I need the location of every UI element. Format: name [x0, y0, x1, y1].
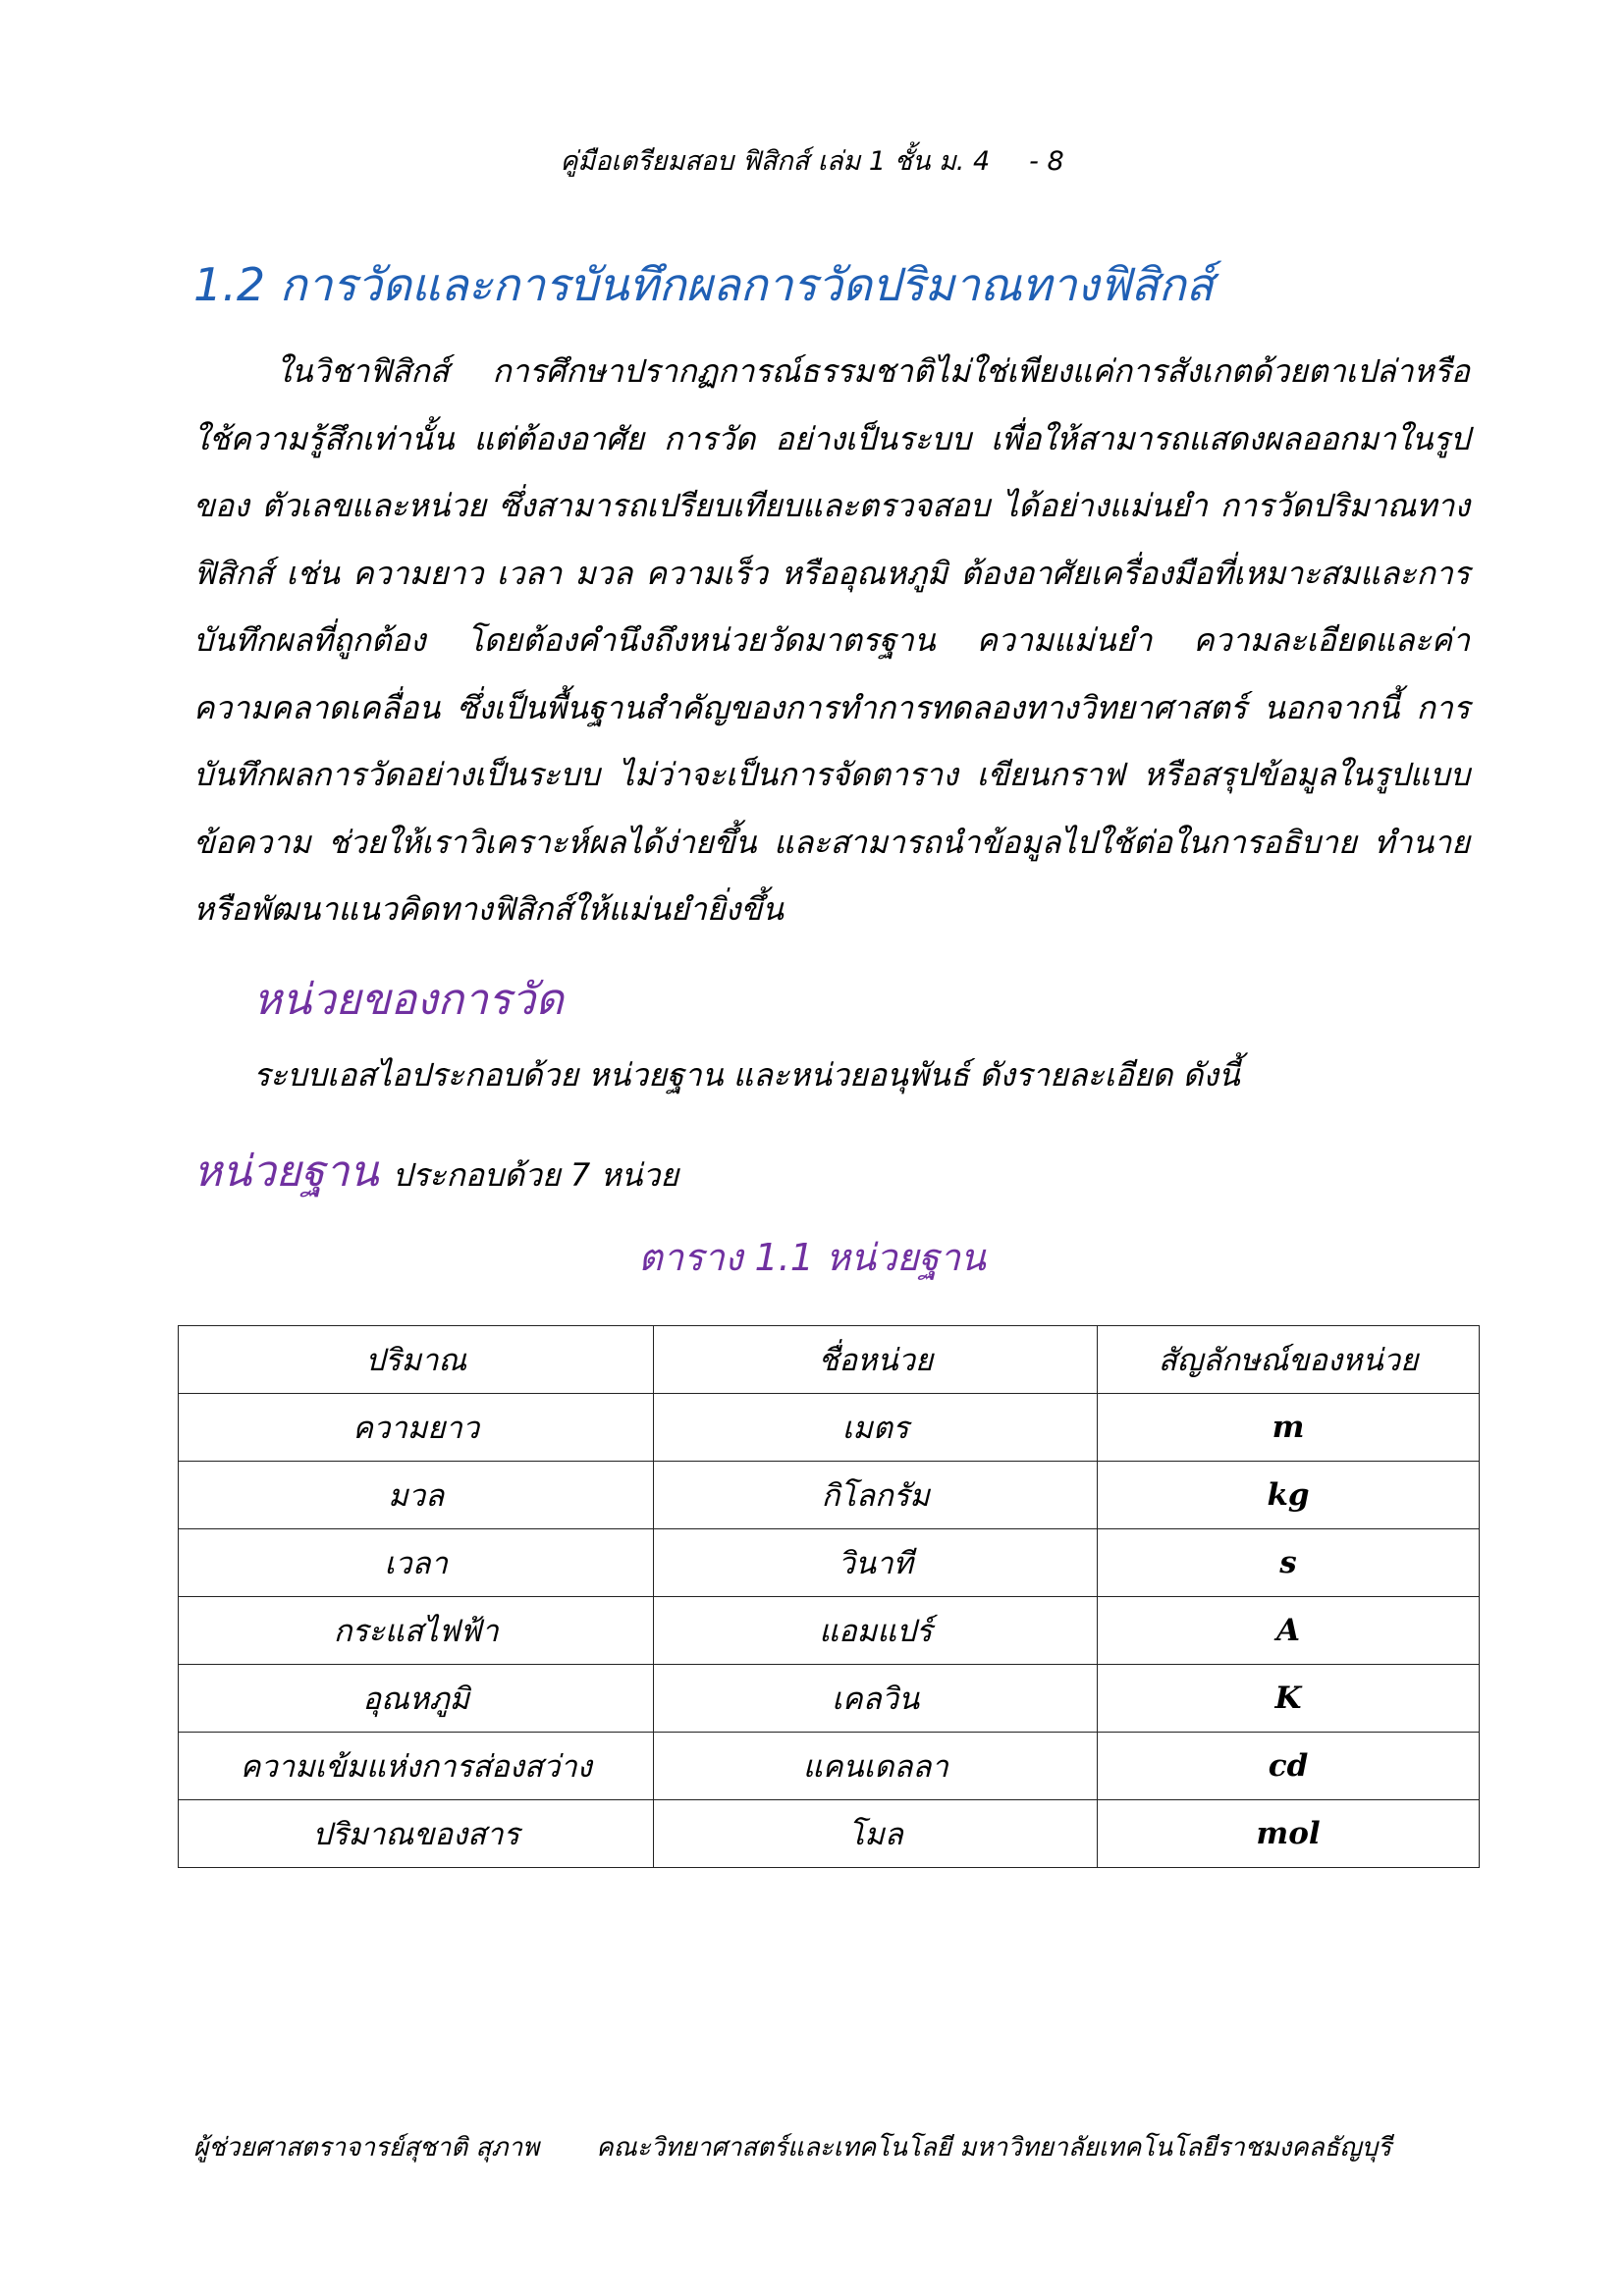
cell-unit-name: เคลวิน: [654, 1665, 1098, 1733]
units-intro: ระบบเอสไอประกอบด้วย หน่วยฐาน และหน่วยอนุพันธ์ ดังรายละเอียด ดังนี้: [253, 1056, 1240, 1094]
table-row: [179, 1733, 1480, 1800]
page-header: [0, 139, 1624, 182]
cell-unit-symbol: A: [1098, 1597, 1480, 1665]
cell-unit-name: แอมแปร์: [654, 1597, 1098, 1665]
table-row: [179, 1665, 1480, 1733]
cell-quantity: อุณหภูมิ: [179, 1665, 654, 1733]
section-title: 1.2 การวัดและการบันทึกผลการวัดปริมาณทางฟิสิกส์: [193, 258, 1214, 311]
header-unit-symbol: สัญลักษณ์ของหน่วย: [1098, 1326, 1480, 1394]
footer-affiliation: คณะวิทยาศาสตร์และเทคโนโลยี มหาวิทยาลัยเทคโนโลยีราชมงคลธัญบุรี: [596, 2133, 1392, 2163]
table-row: [179, 1462, 1480, 1529]
header-quantity: ปริมาณ: [179, 1326, 654, 1394]
cell-unit-symbol: mol: [1098, 1800, 1480, 1868]
cell-unit-name: แคนเดลลา: [654, 1733, 1098, 1800]
cell-quantity: เวลา: [179, 1529, 654, 1597]
cell-quantity: ปริมาณของสาร: [179, 1800, 654, 1868]
base-units-heading: [193, 1137, 678, 1205]
page-footer: [193, 2127, 1391, 2167]
cell-unit-symbol: s: [1098, 1529, 1480, 1597]
book-title: คู่มือเตรียมสอบ ฟิสิกส์ เล่ม 1 ชั้น ม. 4: [560, 146, 991, 177]
table-header-row: [179, 1326, 1480, 1394]
cell-quantity: ความยาว: [179, 1394, 654, 1462]
base-units-title: หน่วยฐาน: [193, 1147, 379, 1197]
table-row: [179, 1529, 1480, 1597]
table-row: [179, 1597, 1480, 1665]
units-section-title: หน่วยของการวัด: [253, 975, 564, 1025]
cell-unit-symbol: cd: [1098, 1733, 1480, 1800]
table-row: [179, 1394, 1480, 1462]
cell-unit-name: โมล: [654, 1800, 1098, 1868]
header-unit-name: ชื่อหน่วย: [654, 1326, 1098, 1394]
base-units-desc: ประกอบด้วย 7 หน่วย: [392, 1156, 679, 1194]
cell-quantity: ความเข้มแห่งการส่องสว่าง: [179, 1733, 654, 1800]
base-units-table: [178, 1325, 1480, 1868]
cell-unit-name: เมตร: [654, 1394, 1098, 1462]
cell-unit-symbol: K: [1098, 1665, 1480, 1733]
cell-unit-name: วินาที: [654, 1529, 1098, 1597]
cell-quantity: กระแสไฟฟ้า: [179, 1597, 654, 1665]
cell-unit-symbol: kg: [1098, 1462, 1480, 1529]
cell-unit-name: กิโลกรัม: [654, 1462, 1098, 1529]
cell-unit-symbol: m: [1098, 1394, 1480, 1462]
page-number: - 8: [1029, 146, 1064, 177]
body-paragraph: ในวิชาฟิสิกส์ การศึกษาปรากฏการณ์ธรรมชาติไม่ใช่เพียงแค่การสังเกตด้วยตาเปล่าหรือใช้ความรู้สึกเท่านั้น แต่ต้องอาศัย การวัด อย่างเป็นระบบ เพื่อให้สามารถแสดงผลออกมาในรูปของ ตัวเลขและหน่วย ซึ่งสามารถเปรียบเทียบและตรวจสอบ ได้อย่างแม่นยำ การวัดปริมาณทางฟิสิกส์ เช่น ความยาว เวลา มวล ความเร็ว หรืออุณหภูมิ ต้องอาศัยเครื่องมือที่เหมาะสมและการบันทึกผลที่ถูกต้อง โดยต้องคำนึงถึงหน่วยวัดมาตรฐาน ความแม่นยำ ความละเอียดและค่าความคลาดเคลื่อน ซึ่งเป็นพื้นฐานสำคัญของการทำการทดลองทางวิทยาศาสตร์ นอกจากนี้ การบันทึกผลการวัดอย่างเป็นระบบ ไม่ว่าจะเป็นการจัดตาราง เขียนกราฟ หรือสรุปข้อมูลในรูปแบบข้อความ ช่วยให้เราวิเคราะห์ผลได้ง่ายขึ้น และสามารถนำข้อมูลไปใช้ต่อในการอธิบาย ทำนาย หรือพัฒนาแนวคิดทางฟิสิกส์ให้แม่นยำยิ่งขึ้น: [193, 352, 1470, 928]
table-row: [179, 1800, 1480, 1868]
cell-quantity: มวล: [179, 1462, 654, 1529]
footer-author: ผู้ช่วยศาสตราจารย์สุชาติ สุภาพ: [193, 2133, 540, 2163]
table-caption: ตาราง 1.1 หน่วยฐาน: [638, 1236, 986, 1279]
